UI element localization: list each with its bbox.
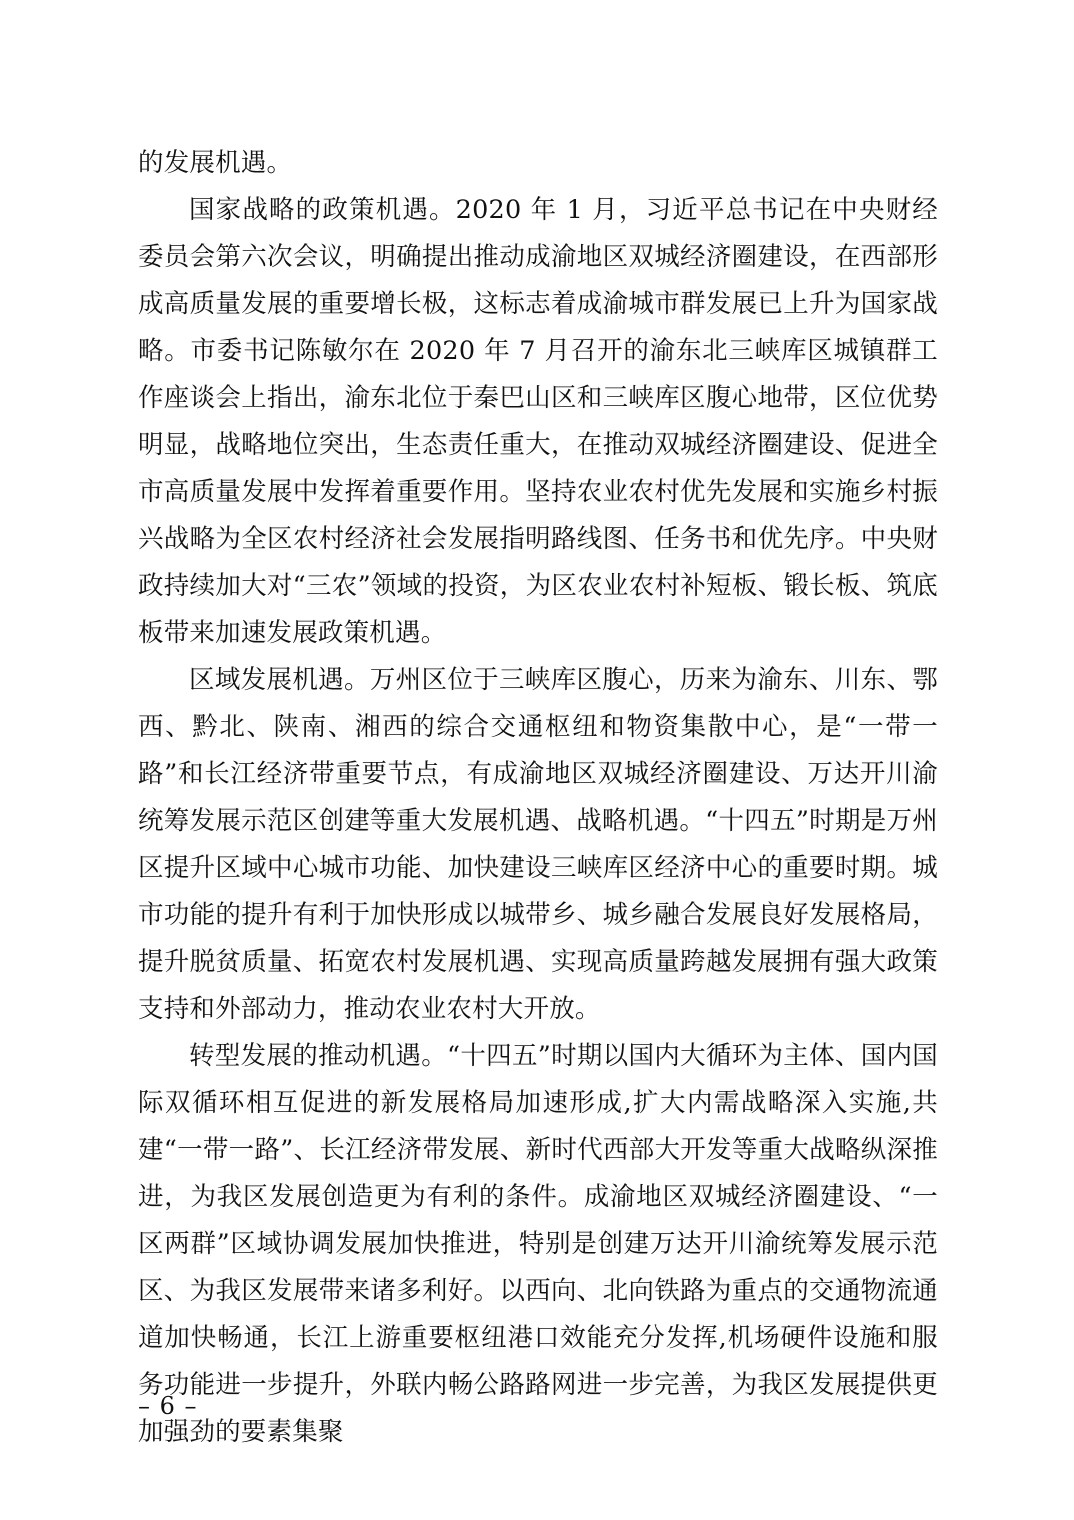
paragraph-transformation: 转型发展的推动机遇。“十四五”时期以国内大循环为主体、国内国际双循环相互促进的新发展格局加速形成,扩大内需战略深入实施,共建“一带一路”、长江经济带发展、新时代西部大开发等重大战略纵深推进，为我区发展创造更为有利的条件。成渝地区双城经济圈建设、“一区两群”区域协调发展加快推进，特别是创建万达开川渝统筹发展示范区、为我区发展带来诸多利好。以西向、北向铁路为重点的交通物流通道加快畅通，长江上游重要枢纽港口效能充分发挥,机场硬件设施和服务功能进一步提升，外联内畅公路路网进一步完善，为我区发展提供更加强劲的要素集聚: [138, 1041, 938, 1447]
paragraph-regional-development: 区域发展机遇。万州区位于三峡库区腹心，历来为渝东、川东、鄂西、黔北、陕南、湘西的综合交通枢纽和物资集散中心，是“一带一路”和长江经济带重要节点，有成渝地区双城经济圈建设、万达开川渝统筹发展示范区创建等重大发展机遇、战略机遇。“十四五”时期是万州区提升区域中心城市功能、加快建设三峡库区经济中心的重要时期。城市功能的提升有利于加快形成以城带乡、城乡融合发展良好发展格局，提升脱贫质量、拓宽农村发展机遇、实现高质量跨越发展拥有强大政策支持和外部动力，推动农业农村大开放。: [138, 665, 938, 1024]
page-body: [138, 140, 938, 1456]
paragraph-national-strategy: 国家战略的政策机遇。2020 年 1 月，习近平总书记在中央财经委员会第六次会议，明确提出推动成渝地区双城经济圈建设，在西部形成高质量发展的重要增长极，这标志着成渝城市群发展已上升为国家战略。市委书记陈敏尔在 2020 年 7 月召开的渝东北三峡库区城镇群工作座谈会上指出，渝东北位于秦巴山区和三峡库区腹心地带，区位优势明显，战略地位突出，生态责任重大，在推动双城经济圈建设、促进全市高质量发展中发挥着重要作用。坚持农业农村优先发展和实施乡村振兴战略为全区农村经济社会发展指明路线图、任务书和优先序。中央财政持续加大对“三农”领域的投资，为区农业农村补短板、锻长板、筑底板带来加速发展政策机遇。: [138, 195, 938, 648]
page-footer: [138, 1392, 938, 1420]
page-number: – 6 –: [138, 1392, 198, 1420]
paragraph-continuation: 的发展机遇。: [138, 148, 293, 178]
